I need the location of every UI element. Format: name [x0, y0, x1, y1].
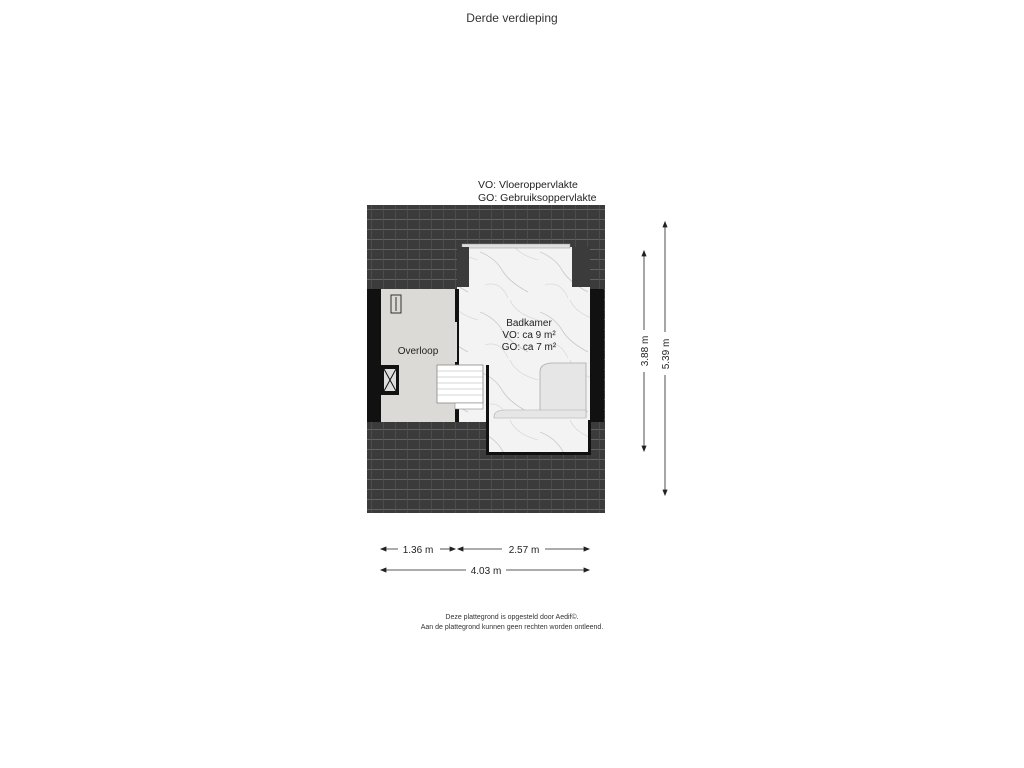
bathroom-name: Badkamer: [506, 318, 552, 329]
legend-go: GO: Gebruiksoppervlakte: [478, 191, 597, 204]
bathroom-notch: [572, 247, 590, 287]
wall-bath-bottom: [486, 452, 590, 455]
bathroom-vo: VO: ca 9 m²: [502, 330, 556, 341]
wall-left: [367, 289, 381, 422]
disclaimer: [0, 613, 1024, 633]
wall-bath-right-low: [588, 420, 591, 455]
bathroom-go: GO: ca 7 m²: [501, 342, 557, 353]
disclaimer-line-2: Aan de plattegrond kunnen geen rechten worden ontleend.: [420, 624, 604, 631]
disclaimer-line-1: Deze plattegrond is opgesteld door Aedif©.: [445, 614, 579, 621]
height-total-label: 5.39 m: [661, 338, 672, 370]
width-left-label: 1.36 m: [402, 545, 434, 556]
bathroom-lower-floor: [488, 422, 589, 454]
bathroom-notch-left: [457, 247, 469, 287]
wall-right: [590, 289, 604, 422]
floor-title: Derde verdieping: [466, 11, 558, 25]
width-right-label: 2.57 m: [508, 545, 540, 556]
vent-icon: [381, 365, 399, 395]
stairs: [437, 365, 483, 409]
wall-bath-left: [486, 365, 489, 455]
landing-name: Overloop: [397, 346, 439, 357]
legend-vo: VO: Vloeroppervlakte: [478, 179, 578, 191]
width-total-label: 4.03 m: [470, 566, 502, 577]
window-top: [462, 244, 570, 248]
height-inner-label: 3.88 m: [640, 335, 651, 367]
